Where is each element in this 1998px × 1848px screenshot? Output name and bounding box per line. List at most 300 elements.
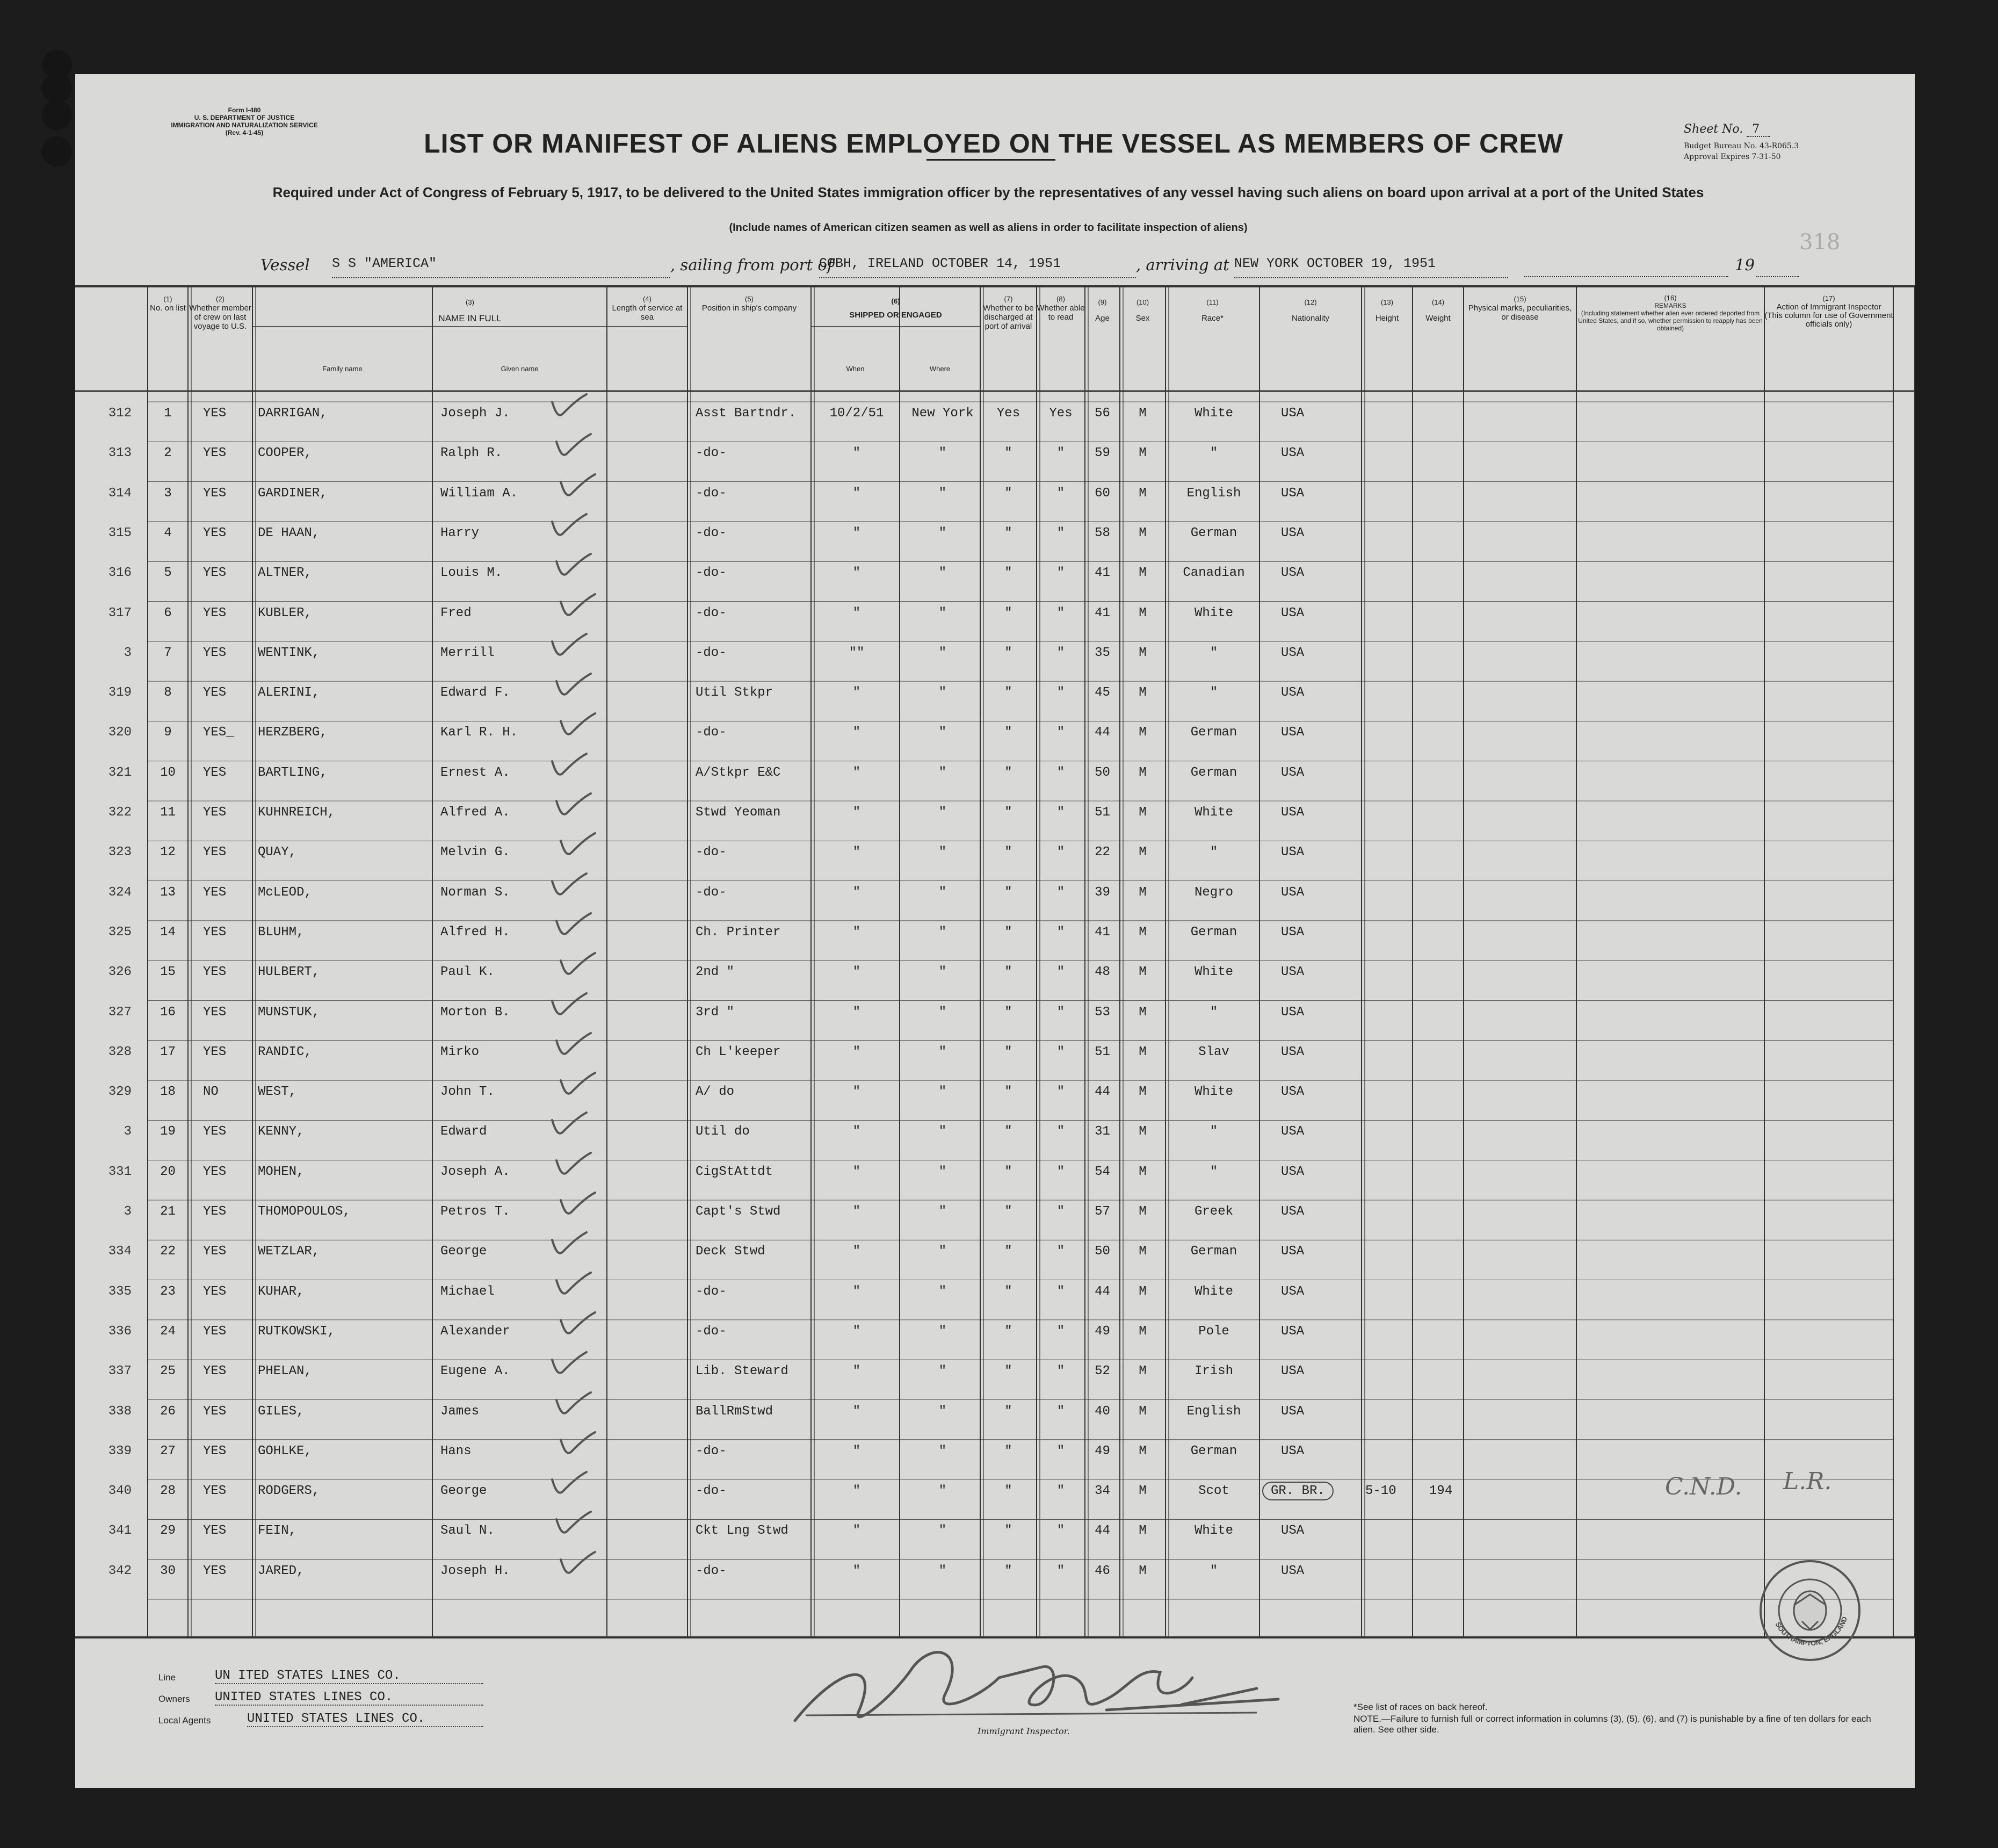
- shipped-where: ": [938, 1524, 947, 1539]
- shipped-when: ": [852, 525, 861, 540]
- row-number: 21: [160, 1204, 176, 1219]
- race: White: [1194, 1085, 1233, 1100]
- nationality: USA: [1281, 1563, 1305, 1578]
- given-name: Melvin G.: [440, 845, 510, 860]
- race: Canadian: [1183, 566, 1245, 581]
- position: 2nd ": [696, 965, 735, 980]
- sex: M: [1139, 1005, 1147, 1020]
- shipped-when: ": [852, 1443, 861, 1459]
- race: White: [1194, 605, 1233, 620]
- given-name: Alfred A.: [440, 805, 510, 820]
- check-mark-icon: [556, 591, 599, 623]
- row-ref-number: 322: [108, 805, 132, 820]
- nationality: USA: [1281, 845, 1305, 860]
- check-mark-icon: [548, 870, 591, 903]
- line-label: Line: [158, 1672, 176, 1683]
- col-11-header: [1166, 294, 1259, 327]
- row-ref-number: 323: [108, 845, 132, 860]
- able-to-read: ": [1056, 925, 1065, 940]
- row-number: 26: [160, 1404, 176, 1419]
- crew-last-voyage: YES: [203, 765, 227, 780]
- position: -do-: [696, 1484, 727, 1499]
- shipped-where: ": [938, 1204, 947, 1219]
- age: 41: [1095, 925, 1110, 940]
- nationality: USA: [1281, 446, 1305, 461]
- col-12-header: [1259, 294, 1362, 327]
- shipped-where: ": [938, 1164, 947, 1179]
- col-7-header: [980, 294, 1037, 331]
- sailing-from: COBH, IRELAND OCTOBER 14, 1951: [819, 256, 1136, 278]
- race: ": [1210, 1124, 1218, 1139]
- crew-last-voyage: NO: [203, 1085, 219, 1100]
- crew-last-voyage: YES: [203, 406, 227, 421]
- position: Lib. Steward: [696, 1364, 788, 1379]
- punch-hole: [42, 136, 72, 167]
- official-seal: [1756, 1557, 1864, 1664]
- able-to-read: ": [1056, 1563, 1065, 1578]
- row-ref-number: 3: [124, 645, 132, 660]
- shipped-where: ": [938, 1484, 947, 1499]
- shipped-where: ": [938, 566, 947, 581]
- col-17-header-text: (This column for use of Government officials only): [1764, 311, 1893, 329]
- position: -do-: [696, 845, 727, 860]
- row-ref-number: 320: [108, 725, 132, 740]
- row-number: 23: [160, 1284, 176, 1299]
- able-to-read: ": [1056, 1044, 1065, 1059]
- owners-value: UNITED STATES LINES CO.: [215, 1690, 483, 1706]
- sex: M: [1139, 1404, 1147, 1419]
- shipped-where: ": [938, 1404, 947, 1419]
- crew-last-voyage: YES: [203, 1124, 227, 1139]
- nationality: USA: [1281, 1524, 1305, 1539]
- sex: M: [1139, 1204, 1147, 1219]
- discharge-flag: ": [1004, 486, 1012, 501]
- crew-last-voyage: YES: [203, 605, 227, 620]
- row-ref-number: 327: [108, 1005, 132, 1020]
- row-number: 13: [160, 885, 176, 900]
- col-13-header: [1362, 294, 1413, 327]
- agents-label: Local Agents: [158, 1715, 211, 1726]
- nationality: USA: [1281, 1284, 1305, 1299]
- discharge-flag: ": [1004, 1085, 1012, 1100]
- shipped-where: ": [938, 1085, 947, 1100]
- discharge-flag: ": [1004, 645, 1012, 660]
- shipped-when: ": [852, 1204, 861, 1219]
- col-17-header: [1764, 294, 1893, 329]
- nationality: USA: [1281, 765, 1305, 780]
- check-mark-icon: [548, 1349, 591, 1381]
- given-name: Morton B.: [440, 1005, 510, 1020]
- age: 48: [1095, 965, 1110, 980]
- discharge-flag: ": [1004, 1044, 1012, 1059]
- given-name: Petros T.: [440, 1204, 510, 1219]
- check-mark-icon: [556, 1549, 599, 1581]
- race: Negro: [1194, 885, 1233, 900]
- col-12-header-text: Nationality: [1291, 314, 1330, 323]
- shipped-where: ": [938, 486, 947, 501]
- given-name: Alfred H.: [440, 925, 510, 940]
- col-4-header-text: (4): [643, 295, 651, 303]
- crew-last-voyage: YES: [203, 1324, 227, 1339]
- shipped-when: ": [852, 1524, 861, 1539]
- crew-last-voyage: YES: [203, 525, 227, 540]
- crew-last-voyage: YES: [203, 805, 227, 820]
- position: Deck Stwd: [696, 1244, 765, 1259]
- crew-last-voyage: YES: [203, 925, 227, 940]
- col-6-header: [811, 294, 980, 322]
- shipped-when: "": [849, 645, 865, 660]
- nationality: USA: [1281, 605, 1305, 620]
- given-name: Norman S.: [440, 885, 510, 900]
- col-6a-header: [811, 364, 900, 373]
- age: 57: [1095, 1204, 1110, 1219]
- position: -do-: [696, 525, 727, 540]
- family-name: ALERINI,: [258, 685, 320, 701]
- given-name: James: [440, 1404, 480, 1419]
- age: 45: [1095, 685, 1110, 701]
- col-7-header-text: (7): [1004, 295, 1013, 303]
- shipped-when: ": [852, 1484, 861, 1499]
- row-number: 8: [164, 685, 172, 701]
- col-6-header-text: SHIPPED OR ENGAGED: [849, 311, 942, 320]
- given-name: William A.: [440, 486, 518, 501]
- sex: M: [1139, 446, 1147, 461]
- race: ": [1210, 645, 1218, 660]
- shipped-where: ": [938, 1443, 947, 1459]
- discharge-flag: ": [1004, 566, 1012, 581]
- family-name: JARED,: [258, 1563, 305, 1578]
- check-mark-icon: [556, 1189, 599, 1222]
- given-name: John T.: [440, 1085, 495, 1100]
- sex: M: [1139, 805, 1147, 820]
- col-15-header-text: Physical marks, peculiarities, or disease: [1468, 304, 1572, 322]
- shipped-when: ": [852, 1563, 861, 1578]
- shipped-where: ": [938, 525, 947, 540]
- col-6b-header: [900, 364, 980, 373]
- row-number: 15: [160, 965, 176, 980]
- given-name: Mirko: [440, 1044, 480, 1059]
- sex: M: [1139, 1164, 1147, 1179]
- crew-last-voyage: YES: [203, 1443, 227, 1459]
- nationality: USA: [1281, 685, 1305, 701]
- row-number: 10: [160, 765, 176, 780]
- col-3-header-text: NAME IN FULL: [438, 313, 502, 323]
- col-9-header: [1085, 294, 1120, 327]
- col-8-header-text: Whether able to read: [1037, 304, 1085, 322]
- crew-last-voyage: YES: [203, 685, 227, 701]
- row-number: 6: [164, 605, 172, 620]
- race: ": [1210, 446, 1218, 461]
- col-15-header-text: (15): [1514, 295, 1526, 303]
- col-1-header-text: No. on list: [150, 304, 186, 313]
- check-mark-icon: [548, 1469, 591, 1501]
- check-mark-icon: [552, 551, 595, 583]
- position: CigStAttdt: [696, 1164, 773, 1179]
- family-name: RUTKOWSKI,: [258, 1324, 336, 1339]
- check-mark-icon: [552, 1389, 595, 1421]
- budget-info: Budget Bureau No. 43-R065.3 Approval Expires 7-31-50: [1684, 142, 1799, 161]
- row-number: 2: [164, 446, 172, 461]
- shipped-when: ": [852, 845, 861, 860]
- age: 53: [1095, 1005, 1110, 1020]
- line-value: UN ITED STATES LINES CO.: [215, 1669, 483, 1684]
- arriving-at: NEW YORK OCTOBER 19, 1951: [1234, 256, 1508, 278]
- discharge-flag: ": [1004, 1484, 1012, 1499]
- able-to-read: ": [1056, 1443, 1065, 1459]
- arriving-label: , arriving at: [1136, 256, 1229, 274]
- crew-last-voyage: YES: [203, 1364, 227, 1379]
- nationality: USA: [1281, 1164, 1305, 1179]
- row-ref-number: 341: [108, 1524, 132, 1539]
- stamp-number: 318: [1799, 230, 1841, 255]
- discharge-flag: ": [1004, 525, 1012, 540]
- col-15-header: [1464, 294, 1576, 322]
- sex: M: [1139, 1284, 1147, 1299]
- position: Util do: [696, 1124, 750, 1139]
- age: 31: [1095, 1124, 1110, 1139]
- col-17-header-text: (17): [1822, 294, 1835, 302]
- position: BallRmStwd: [696, 1404, 773, 1419]
- family-name: GILES,: [258, 1404, 305, 1419]
- row-number: 14: [160, 925, 176, 940]
- nationality: USA: [1281, 1324, 1305, 1339]
- check-mark-icon: [548, 1229, 591, 1261]
- sex: M: [1139, 1443, 1147, 1459]
- inspector-action: L.R.: [1783, 1468, 1832, 1496]
- row-ref-number: 324: [108, 885, 132, 900]
- shipped-where: ": [938, 725, 947, 740]
- crew-last-voyage: YES: [203, 1005, 227, 1020]
- able-to-read: ": [1056, 566, 1065, 581]
- able-to-read: ": [1056, 965, 1065, 980]
- able-to-read: ": [1056, 685, 1065, 701]
- col-6-header-text: (6): [891, 297, 900, 305]
- family-name: PHELAN,: [258, 1364, 312, 1379]
- sex: M: [1139, 1124, 1147, 1139]
- col-6b-header-text: Where: [929, 365, 951, 373]
- shipped-where: ": [938, 805, 947, 820]
- shipped-when: 10/2/51: [829, 406, 884, 421]
- row-number: 1: [164, 406, 172, 421]
- able-to-read: ": [1056, 645, 1065, 660]
- able-to-read: ": [1056, 1005, 1065, 1020]
- family-name: MOHEN,: [258, 1164, 305, 1179]
- col-5-header: [687, 294, 811, 313]
- family-name: GARDINER,: [258, 486, 328, 501]
- sex: M: [1139, 1563, 1147, 1578]
- row-ref-number: 335: [108, 1284, 132, 1299]
- shipped-where: ": [938, 885, 947, 900]
- age: 59: [1095, 446, 1110, 461]
- able-to-read: ": [1056, 1204, 1065, 1219]
- shipped-where: ": [938, 1563, 947, 1578]
- subtitle: Required under Act of Congress of February 5, 1917, to be delivered to the United States immigration officer by the representatives of any vessel having such aliens on board upon arrival at a port of the United States: [272, 184, 1704, 200]
- col-11-header-text: (11): [1206, 298, 1219, 306]
- row-ref-number: 336: [108, 1324, 132, 1339]
- row-number: 25: [160, 1364, 176, 1379]
- row-ref-number: 334: [108, 1244, 132, 1259]
- shipped-where: ": [938, 1124, 947, 1139]
- sex: M: [1139, 1364, 1147, 1379]
- shipped-where: ": [938, 1005, 947, 1020]
- position: -do-: [696, 1284, 727, 1299]
- shipped-when: ": [852, 685, 861, 701]
- owners-label: Owners: [158, 1694, 190, 1704]
- sheet-number: Sheet No. 7: [1684, 122, 1770, 136]
- race: Irish: [1194, 1364, 1233, 1379]
- family-name: KUHNREICH,: [258, 805, 336, 820]
- shipped-when: ": [852, 925, 861, 940]
- check-mark-icon: [548, 631, 591, 663]
- check-mark-icon: [552, 431, 595, 463]
- family-name: HULBERT,: [258, 965, 320, 980]
- family-name: MUNSTUK,: [258, 1005, 320, 1020]
- sex: M: [1139, 685, 1147, 701]
- family-name: DE HAAN,: [258, 525, 320, 540]
- penalty-note: NOTE.—Failure to furnish full or correct information in columns (3), (5), (6), and (7) is punishable by a fine of ten dollars for each alien. See other side.: [1353, 1714, 1871, 1735]
- age: 56: [1095, 406, 1110, 421]
- age: 40: [1095, 1404, 1110, 1419]
- shipped-when: ": [852, 566, 861, 581]
- able-to-read: ": [1056, 1124, 1065, 1139]
- age: 41: [1095, 605, 1110, 620]
- shipped-where: ": [938, 925, 947, 940]
- given-name: Joseph H.: [440, 1563, 510, 1578]
- discharge-flag: ": [1004, 765, 1012, 780]
- given-name: Merrill: [440, 645, 495, 660]
- row-number: 3: [164, 486, 172, 501]
- check-mark-icon: [548, 511, 591, 543]
- position: -do-: [696, 1443, 727, 1459]
- col-16-header-text: REMARKS: [1654, 302, 1686, 309]
- sex: M: [1139, 1484, 1147, 1499]
- col-10-header: [1120, 294, 1166, 327]
- row-ref-number: 3: [124, 1124, 132, 1139]
- discharge-flag: ": [1004, 446, 1012, 461]
- age: 35: [1095, 645, 1110, 660]
- able-to-read: ": [1056, 605, 1065, 620]
- col-13-header-text: (13): [1380, 298, 1394, 306]
- position: A/ do: [696, 1085, 735, 1100]
- age: 34: [1095, 1484, 1110, 1499]
- shipped-where: ": [938, 1324, 947, 1339]
- able-to-read: ": [1056, 1085, 1065, 1100]
- nationality: USA: [1281, 1364, 1305, 1379]
- sex: M: [1139, 965, 1147, 980]
- age: 51: [1095, 1044, 1110, 1059]
- crew-last-voyage: YES_: [203, 725, 234, 740]
- family-name: ALTNER,: [258, 566, 312, 581]
- age: 44: [1095, 1284, 1110, 1299]
- discharge-flag: ": [1004, 845, 1012, 860]
- nationality: USA: [1281, 1443, 1305, 1459]
- discharge-flag: ": [1004, 605, 1012, 620]
- col-13-header-text: Height: [1375, 314, 1399, 323]
- family-name: BARTLING,: [258, 765, 328, 780]
- shipped-where: ": [938, 845, 947, 860]
- able-to-read: ": [1056, 805, 1065, 820]
- discharge-flag: ": [1004, 1164, 1012, 1179]
- nationality: USA: [1281, 1005, 1305, 1020]
- age: 41: [1095, 566, 1110, 581]
- discharge-flag: ": [1004, 725, 1012, 740]
- age: 58: [1095, 525, 1110, 540]
- row-number: 5: [164, 566, 172, 581]
- shipped-when: ": [852, 1324, 861, 1339]
- age: 50: [1095, 765, 1110, 780]
- position: 3rd ": [696, 1005, 735, 1020]
- race: Scot: [1198, 1484, 1229, 1499]
- age: 52: [1095, 1364, 1110, 1379]
- col-16-header: [1576, 294, 1764, 332]
- year-label: 19: [1735, 256, 1755, 274]
- position: -do-: [696, 605, 727, 620]
- nationality: USA: [1281, 1124, 1305, 1139]
- check-mark-icon: [548, 1109, 591, 1142]
- col-2-header-text: (2): [216, 295, 225, 303]
- nationality: USA: [1281, 645, 1305, 660]
- position: Ch L'keeper: [696, 1044, 781, 1059]
- col-7-header-text: Whether to be discharged at port of arrival: [983, 304, 1034, 331]
- race: ": [1210, 1563, 1218, 1578]
- crew-last-voyage: YES: [203, 645, 227, 660]
- row-ref-number: 325: [108, 925, 132, 940]
- check-mark-icon: [552, 670, 595, 703]
- shipped-where: New York: [911, 406, 974, 421]
- given-name: Hans: [440, 1443, 472, 1459]
- age: 54: [1095, 1164, 1110, 1179]
- row-ref-number: 338: [108, 1404, 132, 1419]
- crew-last-voyage: YES: [203, 446, 227, 461]
- family-name: WETZLAR,: [258, 1244, 320, 1259]
- family-name: KUBLER,: [258, 605, 312, 620]
- sex: M: [1139, 406, 1147, 421]
- col-11-header-text: Race*: [1201, 314, 1224, 323]
- row-ref-number: 316: [108, 566, 132, 581]
- check-mark-icon: [552, 790, 595, 822]
- shipped-when: ": [852, 725, 861, 740]
- row-number: 7: [164, 645, 172, 660]
- row-number: 27: [160, 1443, 176, 1459]
- row-ref-number: 3: [124, 1204, 132, 1219]
- position: A/Stkpr E&C: [696, 765, 781, 780]
- check-mark-icon: [556, 950, 599, 982]
- discharge-flag: ": [1004, 1364, 1012, 1379]
- shipped-when: ": [852, 446, 861, 461]
- race: Greek: [1194, 1204, 1233, 1219]
- discharge-flag: ": [1004, 1404, 1012, 1419]
- discharge-flag: ": [1004, 1005, 1012, 1020]
- shipped-when: ": [852, 1244, 861, 1259]
- able-to-read: ": [1056, 845, 1065, 860]
- shipped-when: ": [852, 1085, 861, 1100]
- col-1-header-text: (1): [163, 295, 172, 303]
- sex: M: [1139, 645, 1147, 660]
- race: ": [1210, 845, 1218, 860]
- row-ref-number: 340: [108, 1484, 132, 1499]
- age: 49: [1095, 1324, 1110, 1339]
- discharge-flag: ": [1004, 685, 1012, 701]
- position: Capt's Stwd: [696, 1204, 781, 1219]
- given-name: Joseph A.: [440, 1164, 510, 1179]
- row-number: 17: [160, 1044, 176, 1059]
- vessel-name: S S "AMERICA": [332, 256, 670, 278]
- row-ref-number: 319: [108, 685, 132, 701]
- manifest-sheet: [75, 74, 1915, 1788]
- sex: M: [1139, 566, 1147, 581]
- col-3-header-text: (3): [466, 298, 474, 306]
- position: -do-: [696, 1324, 727, 1339]
